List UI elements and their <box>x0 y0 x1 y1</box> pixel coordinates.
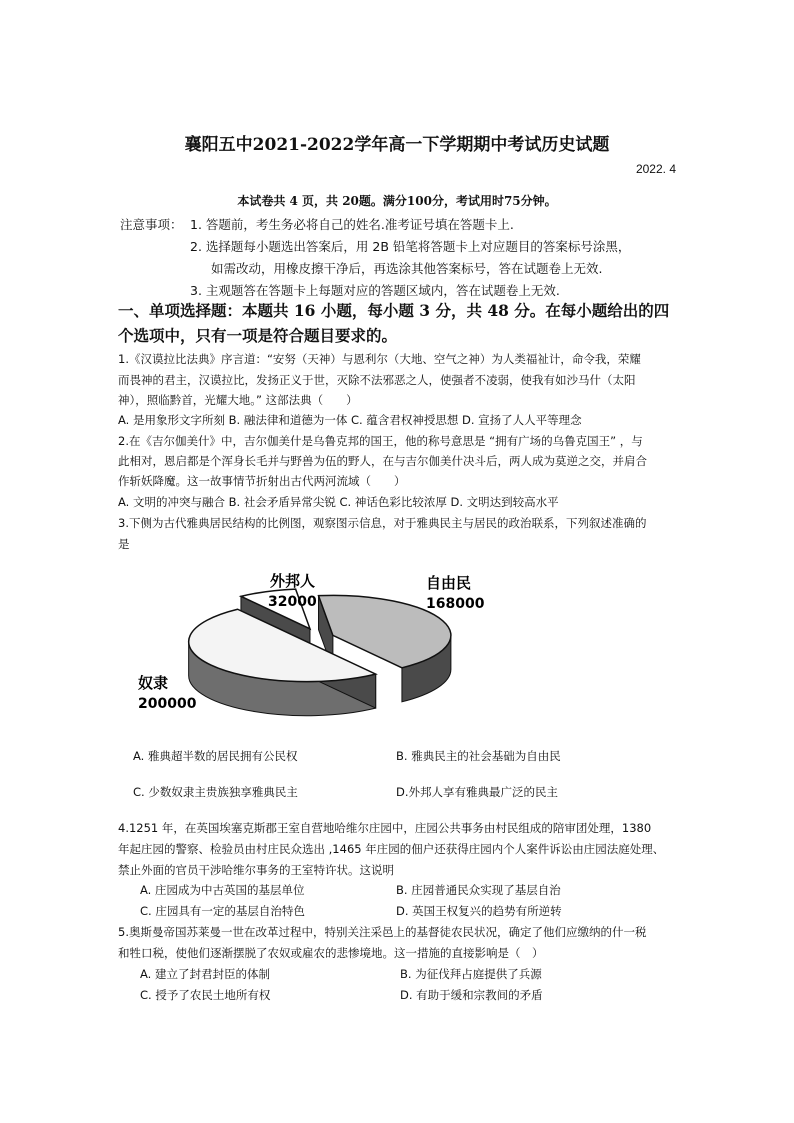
q4-option-d: D. 英国王权复兴的趋势有所逆转 <box>396 904 562 918</box>
q2-line1: 2.在《吉尔伽美什》中，吉尔伽美什是乌鲁克邦的国王，他的称号意思是 “拥有广场的乌鲁克国王” ，与 <box>118 434 643 448</box>
pie-label-name: 外邦人 <box>270 572 316 590</box>
note-2-cont: 如需改动，用橡皮擦干净后，再选涂其他答案标号，答在试题卷上无效. <box>211 261 603 276</box>
q5-line2: 和牲口税，使他们逐渐摆脱了农奴或雇农的悲惨境地。这一措施的直接影响是（ ） <box>118 946 544 960</box>
q4-option-b: B. 庄园普通民众实现了基层自治 <box>396 883 561 897</box>
q3-option-c: C. 少数奴隶主贵族独享雅典民主 <box>133 785 298 799</box>
q5-option-d: D. 有助于缓和宗教间的矛盾 <box>400 988 543 1002</box>
q5-option-b: B. 为征伐拜占庭提供了兵源 <box>400 967 542 981</box>
q2-options: A. 文明的冲突与融合 B. 社会矛盾异常尖锐 C. 神话色彩比较浓厚 D. 文明达到较高水平 <box>118 495 559 509</box>
q3-option-b: B. 雅典民主的社会基础为自由民 <box>396 749 561 763</box>
pie-label-value: 32000 <box>268 594 317 610</box>
q4-option-c: C. 庄园具有一定的基层自治特色 <box>140 904 305 918</box>
q1-options: A. 是用象形文字所刻 B. 融法律和道德为一体 C. 蕴含君权神授思想 D. 宣扬了人人平等理念 <box>118 413 582 427</box>
q3-line1: 3.下侧为古代雅典居民结构的比例图，观察图示信息，对于雅典民主与居民的政治联系，下列叙述准确的 <box>118 516 647 530</box>
q3-option-a: A. 雅典超半数的居民拥有公民权 <box>133 749 298 763</box>
q5-line1: 5.奥斯曼帝国苏莱曼一世在改革过程中，特别关注采邑上的基督徒农民状况，确定了他们应缴纳的什一税 <box>118 925 647 939</box>
page-title: 襄阳五中2021-2022学年高一下学期期中考试历史试题 <box>184 135 610 155</box>
note-3: 3. 主观题答在答题卡上每题对应的答题区域内，答在试题卷上无效. <box>190 283 560 298</box>
pie-label-name: 奴隶 <box>138 674 169 692</box>
q1-line2: 而畏神的君主，汉谟拉比，发扬正义于世，灭除不法邪恶之人，使强者不凌弱，使我有如沙马什（太阳 <box>118 373 636 387</box>
q2-line3: 作斩妖降魔。这一故事情节折射出古代两河流域（ ） <box>118 474 406 488</box>
population-pie-chart <box>128 560 508 730</box>
q5-option-a: A. 建立了封君封臣的体制 <box>140 967 270 981</box>
q3-option-d: D.外邦人享有雅典最广泛的民主 <box>396 785 559 799</box>
note-2: 2. 选择题每小题选出答案后，用 2B 铅笔将答题卡上对应题目的答案标号涂黑， <box>190 239 631 254</box>
q4-line1: 4.1251 年，在英国埃塞克斯郡王室自营地哈维尔庄园中，庄园公共事务由村民组成的陪审团处理，1380 <box>118 821 652 835</box>
exam-date: 2022. 4 <box>635 162 676 176</box>
notes-label: 注意事项： <box>120 217 183 232</box>
exam-intro: 本试卷共 4 页，共 20题。满分100分，考试用时75分钟。 <box>237 194 557 208</box>
q4-option-a: A. 庄园成为中古英国的基层单位 <box>140 883 305 897</box>
q1-line1: 1.《汉谟拉比法典》序言道：“安努（天神）与恩利尔（大地、空气之神）为人类福祉计，命令我，荣耀 <box>118 352 641 366</box>
pie-label-value: 168000 <box>426 596 485 612</box>
section-heading: 一、单项选择题：本题共 16 小题，每小题 3 分，共 48 分。在每小题给出的四 <box>118 301 670 320</box>
note-1: 1. 答题前，考生务必将自己的姓名.准考证号填在答题卡上. <box>190 217 514 232</box>
section-heading-cont: 个选项中，只有一项是符合题目要求的。 <box>118 326 398 345</box>
q5-option-c: C. 授予了农民土地所有权 <box>140 988 271 1002</box>
pie-label-name: 自由民 <box>426 574 472 592</box>
q2-line2: 此相对，恩启都是个浑身长毛并与野兽为伍的野人，在与吉尔伽美什决斗后，两人成为莫逆之交，并肩合 <box>118 454 647 468</box>
q3-line2: 是 <box>118 537 130 551</box>
q4-line3: 禁止外面的官员干涉哈维尔事务的王室特许状。这说明 <box>118 863 394 877</box>
q4-line2: 年起庄园的警察、检验员由村庄民众选出 ,1465 年庄园的佃户还获得庄园内个人案件诉讼由庄园法庭处理、 <box>118 842 665 856</box>
q1-line3: 神），照临黔首，光耀大地。” 这部法典（ ） <box>118 393 358 407</box>
pie-label-value: 200000 <box>138 696 197 712</box>
